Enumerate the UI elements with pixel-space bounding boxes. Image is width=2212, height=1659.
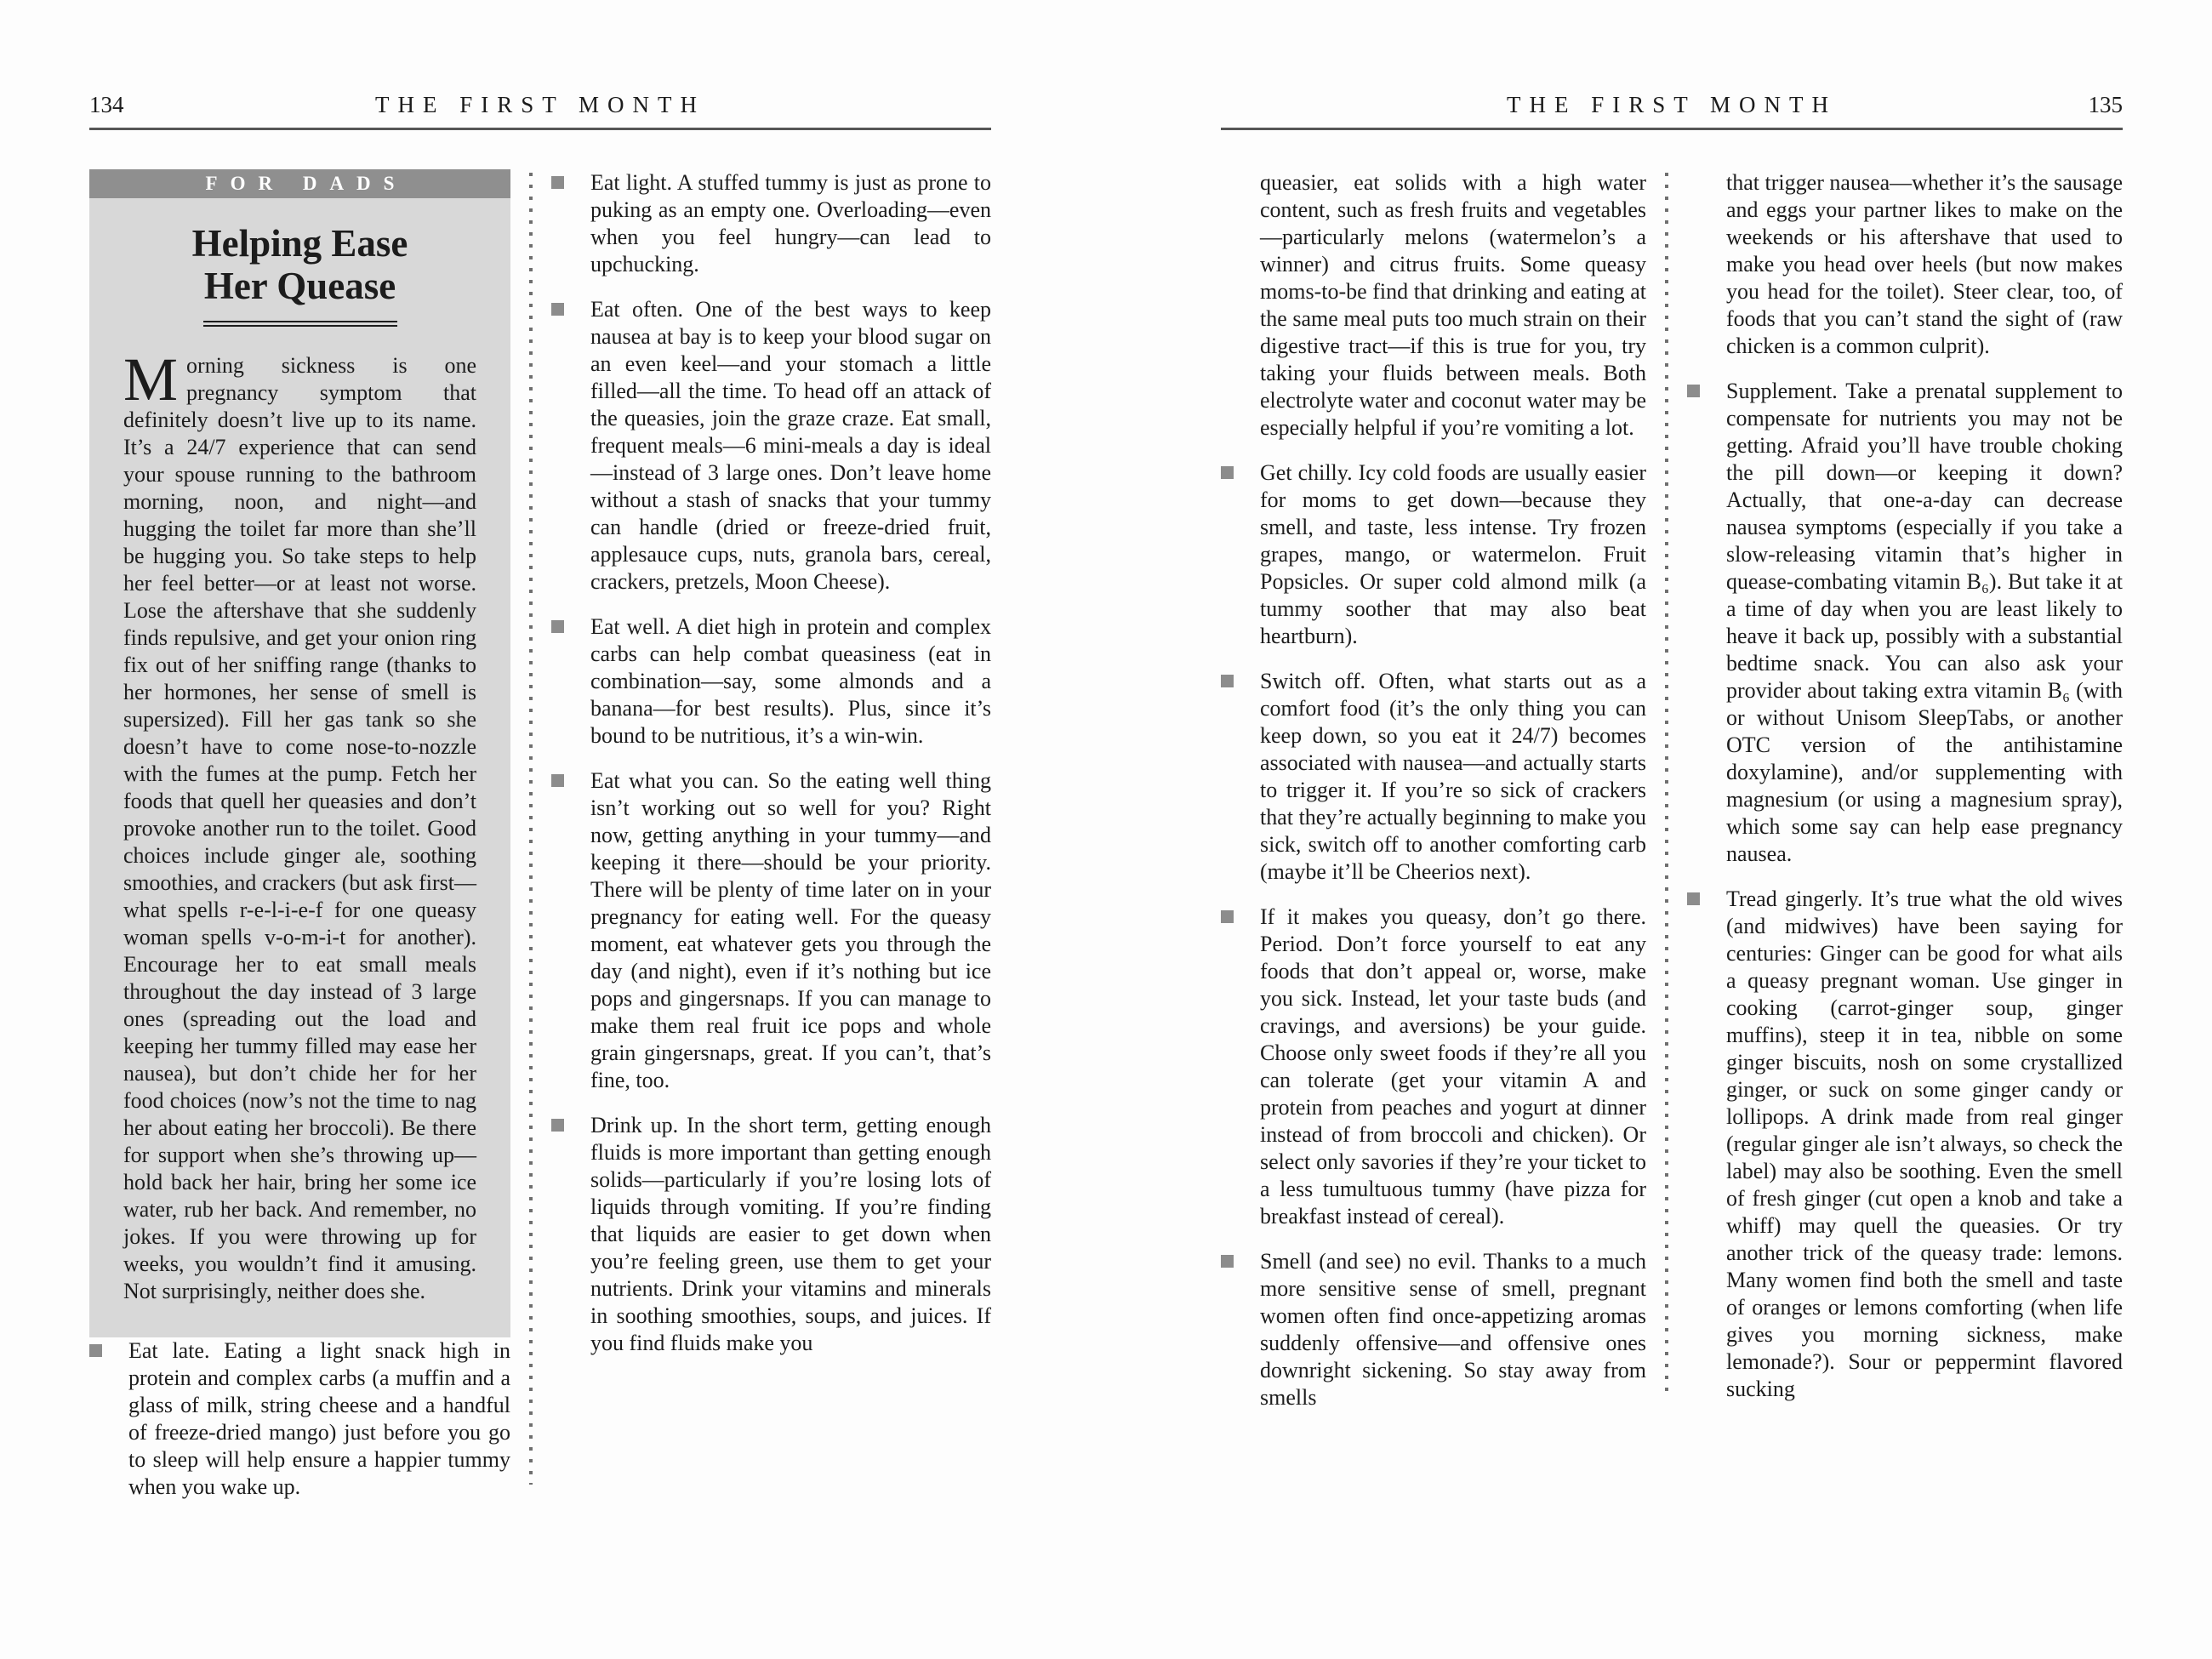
bullet-text: Drink up. In the short term, getting enough fluids is more important than getting enough solids—particularly if you’re losing lots of liquids through vomiting. If you’re finding that liquids are easier to get down when you’re feeling green, use them to get your nutrients. Drink your vitamins and minerals in soothing smoothies, soups, and juices. If you find fluids make you	[590, 1113, 991, 1355]
header-rule	[89, 128, 991, 130]
column-4	[1687, 169, 2123, 1429]
bullet-item	[551, 767, 991, 1094]
column-2-bullet-list	[551, 169, 991, 1357]
box-body	[123, 345, 476, 1305]
column-divider-dotted	[1665, 173, 1668, 1395]
left-page-columns	[89, 169, 991, 1519]
bullet-item	[551, 1112, 991, 1357]
right-page-columns	[1221, 169, 2123, 1429]
page-number: 135	[2088, 92, 2123, 117]
box-body-text: orning sickness is one pregnancy symptom that definitely doesn’t live up to its name. It’s a 24/7 experience that can send your spouse running to the bathroom morning, noon, and night—and hugging the toilet far more than she’ll be hugging you. So take steps to help her feel better—or at least not worse. Lose the aftershave that she suddenly finds repulsive, and get your onion ring fix out of her sniffing range (thanks to her hormones, her sense of smell is supersized). Fill her gas tank so she doesn’t have to come nose-to-nozzle with the fumes at the pump. Fetch her foods that quell her queasies and don’t provoke another run to the toilet. Good choices include ginger ale, soothing smoothies, and crackers (but ask first—what spells r-e-l-i-e-f for one queasy woman spells v-o-m-i-t for another). Encourage her to eat small meals throughout the day instead of 3 large ones (spreading out the load and keeping her tummy filled may ease her nausea), but don’t chide her for her food choices (now’s not the time to nag her about eating her broccoli). Be there for support when she’s throwing up—hold back her hair, bring her some ice water, rub her back. And remember, no jokes. If you were throwing up for weeks, you wouldn’t find it amusing. Not surprisingly, neither does she.	[123, 353, 476, 1303]
bullet-text: Supplement. Take a prenatal supplement to compensate for nutrients you may not be getting. Afraid you’ll have trouble choking the pill down—or keeping it down? Actually, that one-a-day can decrease nausea symptoms (especially if you take a slow-releasing vitamin that’s higher in quease-combating vitamin B₆). But take it at a time of day when you are least likely to heave it back up, possibly with a substantial bedtime snack. You can also ask your provider about taking extra vitamin B₆ (with or without Unisom SleepTabs, or another OTC version of the antihistamine doxylamine), and/or supplementing with magnesium (or using a magnesium spray), which some say can help ease pregnancy nausea.	[1726, 379, 2123, 866]
column-4-bullet-list	[1687, 378, 2123, 1403]
bullet-square-icon	[1221, 910, 1234, 923]
bullet-text: Smell (and see) no evil. Thanks to a much more sensitive sense of smell, pregnant women often find once-appetizing aromas suddenly offensive—and offensive ones downright sickening. So stay away from smells	[1260, 1249, 1646, 1410]
bullet-item	[1221, 668, 1646, 886]
bullet-square-icon	[551, 1119, 564, 1132]
box-title-rule	[203, 321, 397, 327]
bullet-item	[1221, 904, 1646, 1230]
bullet-square-icon	[551, 774, 564, 787]
box-title-line1: Helping Ease	[191, 222, 408, 265]
bullet-text: Tread gingerly. It’s true what the old wives (and midwives) have been saying for centuries: Ginger can be good for what ails a queasy pregnant woman. Use ginger in cooking (carrot-ginger soup, ginger muffins), steep it in tea, nibble on some ginger biscuits, nosh on some crystallized ginger, or suck on some ginger candy or lollipops. A drink made from real ginger (regular ginger ale isn’t always, so check the label) may also be soothing. Even the smell of fresh ginger (cut open a knob and take a whiff) may quell the queasies. Or try another trick of the queasy trade: lemons. Many women find both the smell and taste of oranges or lemons comforting (when life gives you morning sickness, make lemonade?). Sour or peppermint flavored sucking	[1726, 887, 2123, 1401]
bullet-square-icon	[551, 620, 564, 633]
running-head: THE FIRST MONTH	[1506, 92, 1838, 117]
column-1	[89, 169, 510, 1519]
bullet-item	[89, 1337, 510, 1501]
bullet-text: Eat late. Eating a light snack high in protein and complex carbs (a muffin and a glass of milk, string cheese and a handful of freeze-dried mango) just before you go to sleep will help ensure a happier tummy when you wake up.	[128, 1338, 510, 1499]
bullet-text: Eat light. A stuffed tummy is just as prone to puking as an empty one. Overloading—even when you feel hungry—can lead to upchucking.	[590, 170, 991, 276]
bullet-item	[1687, 886, 2123, 1403]
page-header	[89, 92, 991, 117]
for-dads-banner: FOR DADS	[89, 169, 510, 198]
bullet-item	[1687, 378, 2123, 868]
bullet-item	[1221, 459, 1646, 650]
column-2	[551, 169, 991, 1519]
column-3	[1221, 169, 1646, 1429]
bullet-item	[551, 613, 991, 750]
bullet-item	[551, 296, 991, 596]
running-head: THE FIRST MONTH	[374, 92, 706, 117]
box-title-line2: Her Quease	[203, 265, 396, 307]
bullet-square-icon	[551, 176, 564, 189]
bullet-text: If it makes you queasy, don’t go there. Period. Don’t force yourself to eat any foods that don’t appeal or, worse, make you sick. Instead, let your taste buds (and cravings, and aversions) be your guide. Choose only sweet foods if they’re all you can tolerate (get your vitamin A and protein from peaches and yogurt at dinner instead of from broccoli and chicken). Or select only savories if they’re your ticket to a less tumultuous tummy (have pizza for breakfast instead of cereal).	[1260, 904, 1646, 1229]
bullet-text: Eat well. A diet high in protein and complex carbs can help combat queasiness (eat in combination—say, some almonds and a banana—for best results). Plus, since it’s bound to be nutritious, it’s a win-win.	[590, 614, 991, 748]
continuation-paragraph: queasier, eat solids with a high water content, such as fresh fruits and vegetables—particularly melons (watermelon’s a winner) and citrus fruits. Some queasy moms-to-be find that drinking and eating at the same meal puts too much strain on their digestive tract—if this is true for you, try taking your fluids between meals. Both electrolyte water and coconut water may be especially helpful if you’re vomiting a lot.	[1260, 170, 1646, 440]
bullet-square-icon	[1221, 1255, 1234, 1268]
box-title	[96, 222, 504, 307]
header-rule	[1221, 128, 2123, 130]
for-dads-box	[89, 169, 510, 1337]
drop-cap: M	[123, 345, 179, 413]
page-header	[1221, 92, 2123, 117]
column-1-bullet-list	[89, 1337, 510, 1501]
bullet-item	[1221, 1248, 1646, 1411]
page-number: 134	[89, 92, 124, 117]
bullet-square-icon	[89, 1344, 102, 1357]
page-135	[1106, 0, 2212, 1659]
bullet-text: Eat what you can. So the eating well thing isn’t working out so well for you? Right now, getting anything in your tummy—and keeping it there—should be your priority. There will be plenty of time later on in your pregnancy for eating well. For the queasy moment, eat whatever gets you through the day (and night), even if it’s nothing but ice pops and gingersnaps. If you can manage to make them real fruit ice pops and whole grain gingersnaps, great. If you can’t, that’s fine, too.	[590, 768, 991, 1092]
column-3-bullet-list	[1221, 459, 1646, 1411]
bullet-square-icon	[1221, 675, 1234, 687]
column-divider-dotted	[529, 173, 533, 1485]
bullet-square-icon	[551, 303, 564, 316]
continuation-paragraph: that trigger nausea—whether it’s the sausage and eggs your partner likes to make on the weekends or his aftershave that used to make you head over heels (but now makes you head for the toilet). Steer clear, too, of foods that you can’t stand the sight of (raw chicken is a common culprit).	[1726, 170, 2123, 358]
bullet-square-icon	[1687, 385, 1700, 397]
bullet-item	[551, 169, 991, 278]
bullet-text: Get chilly. Icy cold foods are usually easier for moms to get down—because they smell, and taste, less intense. Try frozen grapes, mango, or watermelon. Fruit Popsicles. Or super cold almond milk (a tummy soother that may also beat heartburn).	[1260, 460, 1646, 648]
bullet-text: Eat often. One of the best ways to keep nausea at bay is to keep your blood sugar on an even keel—and your stomach a little filled—all the time. To head off an attack of the queasies, join the graze craze. Eat small, frequent meals—6 mini-meals a day is ideal—instead of 3 large ones. Don’t leave home without a stash of snacks that your tummy can handle (dried or freeze-dried fruit, applesauce cups, nuts, granola bars, cereal, crackers, pretzels, Moon Cheese).	[590, 297, 991, 594]
bullet-text: Switch off. Often, what starts out as a comfort food (it’s the only thing you can keep down, so you eat it 24/7) becomes associated with nausea—and actually starts to trigger it. If you’re so sick of crackers that they’re actually beginning to make you sick, switch off to another comforting carb (maybe it’ll be Cheerios next).	[1260, 669, 1646, 884]
bullet-square-icon	[1221, 466, 1234, 479]
bullet-square-icon	[1687, 892, 1700, 905]
